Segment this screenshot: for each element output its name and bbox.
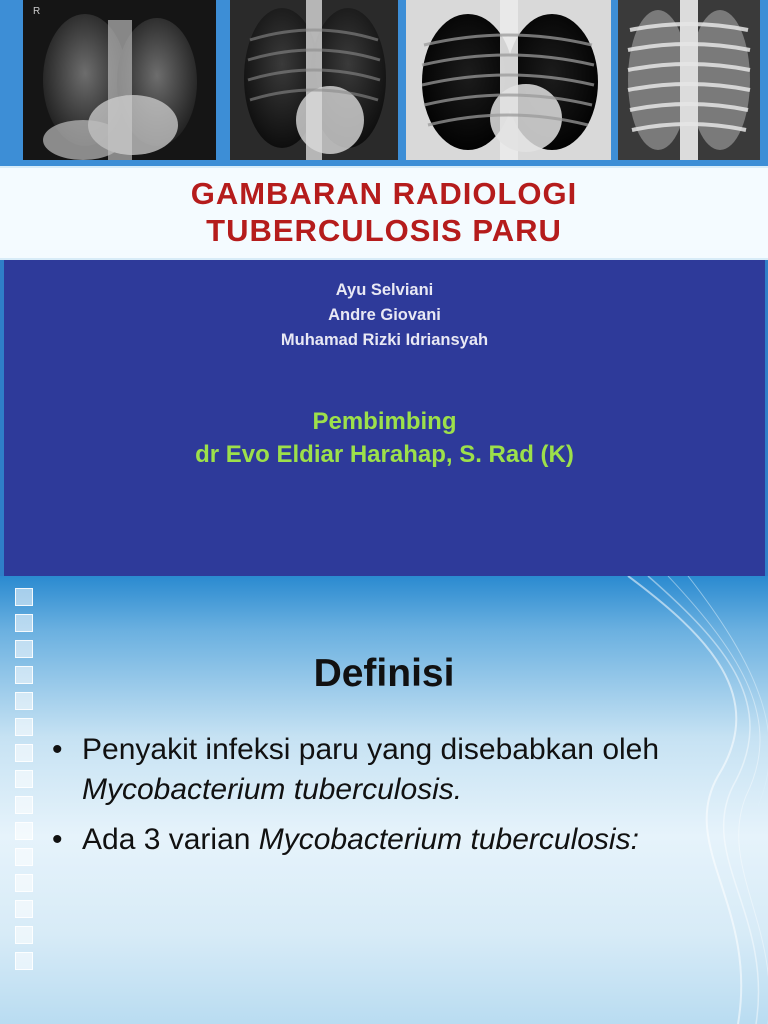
chest-xray-image-4 bbox=[618, 0, 760, 160]
slide-title-line-1: GAMBARAN RADIOLOGI bbox=[190, 176, 578, 211]
bullet-text: Penyakit infeksi paru yang disebabkan oleh bbox=[82, 733, 660, 766]
author-name-3: Muhamad Rizki Idriansyah bbox=[280, 331, 489, 349]
bullet-italic-text: Mycobacterium tuberculosis. bbox=[82, 773, 463, 806]
chest-xray-image-1 bbox=[23, 0, 216, 160]
authors-panel bbox=[4, 260, 765, 576]
author-name-2: Andre Giovani bbox=[328, 306, 441, 324]
bullet-italic-text: Mycobacterium tuberculosis: bbox=[258, 823, 639, 856]
slide-title-line-2: TUBERCULOSIS PARU bbox=[206, 213, 562, 248]
svg-text:R: R bbox=[33, 6, 41, 17]
bullet-item-2 bbox=[50, 820, 740, 860]
bullet-item-1 bbox=[50, 730, 740, 810]
xray-image-strip bbox=[0, 0, 768, 166]
bullet-icon: • bbox=[52, 733, 63, 766]
definition-slide bbox=[0, 576, 768, 1024]
decorative-squares-column bbox=[15, 588, 35, 978]
title-band bbox=[0, 166, 768, 260]
bullet-icon: • bbox=[52, 823, 63, 856]
chest-xray-image-2 bbox=[230, 0, 398, 160]
slide-heading: Definisi bbox=[313, 652, 455, 695]
bullet-text: Ada 3 varian bbox=[82, 823, 259, 856]
supervisor-label: Pembimbing bbox=[312, 408, 457, 435]
bullet-list bbox=[50, 730, 740, 870]
author-name-1: Ayu Selviani bbox=[335, 281, 434, 299]
chest-xray-image-3 bbox=[406, 0, 611, 160]
supervisor-name: dr Evo Eldiar Harahap, S. Rad (K) bbox=[195, 441, 574, 468]
